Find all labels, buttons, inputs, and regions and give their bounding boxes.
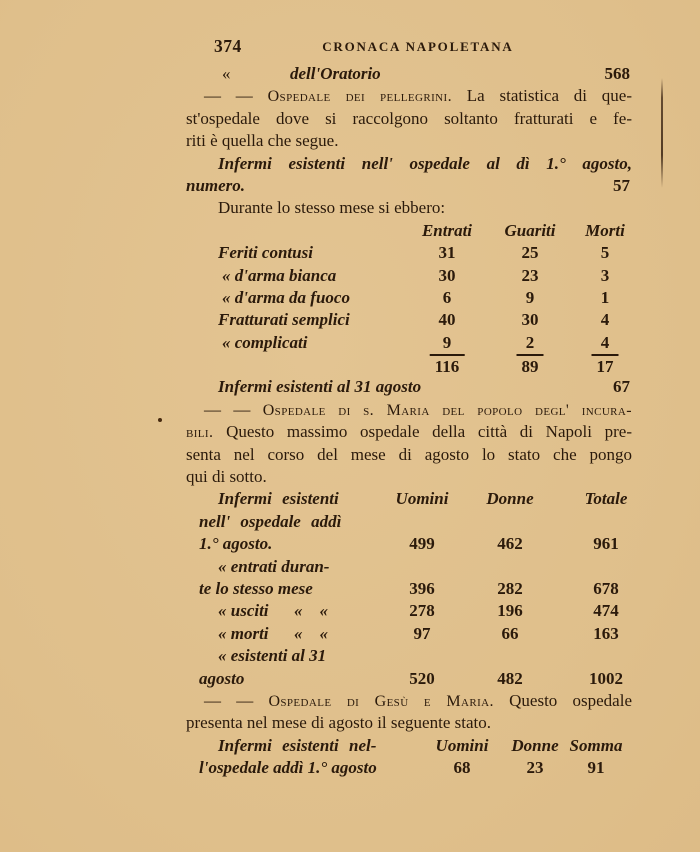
table-row — [186, 332, 632, 354]
t3-row-label: Infermi esistenti nel- — [218, 735, 377, 755]
t3-col-donne: Donne — [511, 735, 559, 755]
t2-cell: 97 — [413, 623, 431, 643]
page-header — [186, 33, 632, 63]
pellegrini-lead-line: Durante lo stesso mese si ebbero: — [218, 198, 446, 218]
t3-col-uomini: Uomini — [435, 735, 489, 755]
incurabili-title-l2: bili. — [186, 424, 214, 442]
page-number: 374 — [214, 36, 242, 56]
pellegrini-note-value: 57 — [613, 175, 630, 195]
t2-col-uomini: Uomini — [395, 489, 449, 509]
table-row — [186, 533, 632, 555]
t1-cell: 9 — [442, 332, 452, 352]
paragraph-dash: — — — [204, 399, 251, 419]
gesu-heading-line — [186, 690, 632, 712]
t3-cell: 68 — [453, 758, 471, 778]
t2-cell: 462 — [497, 534, 523, 554]
pellegrini-title: Ospedale dei pellegrini. — [267, 88, 452, 106]
t1-col-guariti: Guariti — [504, 220, 556, 240]
t1-cell: 30 — [521, 310, 539, 330]
t1-cell: 4 — [600, 332, 610, 352]
table-row — [186, 668, 632, 690]
running-title: CRONACA NAPOLETANA — [322, 39, 514, 54]
t1-cell: 6 — [442, 287, 452, 307]
t2-label-line — [186, 645, 632, 667]
scan-artifact-speck — [158, 418, 162, 422]
oratorio-value: 568 — [604, 64, 630, 83]
t1-col-morti: Morti — [585, 220, 625, 240]
t3-cell: 91 — [587, 758, 605, 778]
t2-row-label: « entrati duran- — [218, 556, 330, 576]
t2-row-label: « morti « « — [218, 623, 329, 643]
table-row — [186, 757, 632, 779]
incurabili-body-l1 — [186, 421, 632, 443]
t1-cell: 40 — [438, 310, 456, 330]
pellegrini-heading-line — [186, 85, 632, 107]
t2-cell: 396 — [409, 578, 435, 598]
table-row — [186, 578, 632, 600]
t1-header-row — [186, 220, 632, 242]
gesu-title: Ospedale di Gesù e Maria. — [268, 692, 494, 710]
t2-col-totale: Totale — [584, 489, 628, 509]
t2-row-label: nell' ospedale addì — [199, 511, 342, 531]
t2-cell: 482 — [497, 668, 523, 688]
table-row — [186, 287, 632, 309]
t2-cell: 163 — [593, 623, 619, 643]
t1-cell: 23 — [521, 265, 539, 285]
t1-row-label: Fratturati semplici — [218, 310, 350, 330]
t3-row-label: l'ospedale addì 1.° agosto — [199, 758, 377, 778]
incurabili-title-l1: Ospedale di s. Maria del popolo degl' incura- — [262, 401, 632, 419]
t2-row-label: te lo stesso mese — [199, 578, 313, 598]
pellegrini-note-l2 — [186, 175, 632, 197]
oratorio-line — [186, 63, 632, 85]
t2-cell: 66 — [501, 623, 519, 643]
t3-col-somma: Somma — [569, 735, 623, 755]
t1-cell: 3 — [600, 265, 610, 285]
t1-cell: 30 — [438, 265, 456, 285]
t1-closing-label: Infermi esistenti al 31 agosto — [218, 377, 422, 397]
t2-cell: 961 — [593, 534, 619, 554]
t2-label-line — [186, 556, 632, 578]
t1-cell: 2 — [525, 332, 535, 352]
pellegrini-note-l1: Infermi esistenti nell' ospedale al dì 1.° agosto, — [218, 153, 632, 173]
t1-row-label: « d'arma da fuoco — [222, 287, 350, 307]
t1-cell: 5 — [600, 243, 610, 263]
t1-cell: 25 — [521, 243, 539, 263]
text-block — [186, 33, 632, 780]
table-row — [186, 600, 632, 622]
table-row — [186, 242, 632, 264]
t2-cell: 520 — [409, 668, 435, 688]
t2-row-label: Infermi esistenti — [218, 489, 339, 509]
t1-closing-value: 67 — [613, 377, 630, 397]
t2-header-row — [186, 488, 632, 510]
paragraph-dash: — — — [204, 690, 254, 710]
pellegrini-intro-l3: riti è quella che segue. — [186, 131, 339, 151]
t1-col-entrati: Entrati — [421, 220, 473, 240]
gesu-intro-l2: presenta nel mese di agosto il seguente stato. — [186, 713, 491, 733]
t1-total-guariti: 89 — [517, 354, 544, 378]
t3-header-row — [186, 735, 632, 757]
t1-row-label: « d'arma bianca — [222, 265, 337, 285]
t2-row-label: 1.° agosto. — [199, 534, 273, 554]
t2-label-line — [186, 511, 632, 533]
table-row — [186, 623, 632, 645]
t2-cell: 282 — [497, 578, 523, 598]
t1-total-morti: 17 — [592, 354, 619, 378]
t2-cell: 1002 — [589, 668, 623, 688]
incurabili-body-text: Questo massimo ospedale della città di Napoli pre- — [226, 422, 632, 442]
t1-cell: 9 — [525, 287, 535, 307]
t2-row-label: « esistenti al 31 — [218, 646, 327, 666]
ditto-mark: « — [222, 64, 231, 83]
table-row — [186, 265, 632, 287]
t1-row-label: « complicati — [222, 332, 308, 352]
pellegrini-intro-l2: st'ospedale dove si raccolgono soltanto fratturati e fe- — [186, 108, 632, 128]
t2-cell: 196 — [497, 601, 523, 621]
oratorio-label: dell'Oratorio — [290, 64, 381, 83]
t1-cell: 1 — [600, 287, 610, 307]
t2-cell: 474 — [593, 601, 619, 621]
t1-cell: 31 — [438, 243, 456, 263]
incurabili-body-l2: senta nel corso del mese di agosto lo stato che pongo — [186, 444, 632, 464]
t2-cell: 678 — [593, 578, 619, 598]
t1-cell: 4 — [600, 310, 610, 330]
t1-total-entrati: 116 — [430, 354, 465, 378]
t1-closing-row — [186, 376, 632, 398]
t2-col-donne: Donne — [486, 489, 534, 509]
incurabili-heading-line — [186, 399, 632, 421]
t1-totals-row — [186, 354, 632, 376]
t2-cell: 278 — [409, 601, 435, 621]
table-row — [186, 309, 632, 331]
scan-artifact-line — [661, 78, 663, 188]
t2-row-label: « usciti « « — [218, 601, 329, 621]
pellegrini-note-label: numero. — [186, 175, 246, 195]
t3-cell: 23 — [526, 758, 544, 778]
t2-row-label: agosto — [199, 668, 245, 688]
pellegrini-intro-l1: La statistica di que- — [466, 86, 633, 106]
incurabili-body-l3: qui di sotto. — [186, 467, 267, 487]
gesu-intro-l1: Questo ospedale — [509, 690, 632, 710]
t2-cell: 499 — [409, 534, 435, 554]
paragraph-dash: — — — [204, 86, 253, 106]
t1-row-label: Feriti contusi — [218, 243, 313, 263]
